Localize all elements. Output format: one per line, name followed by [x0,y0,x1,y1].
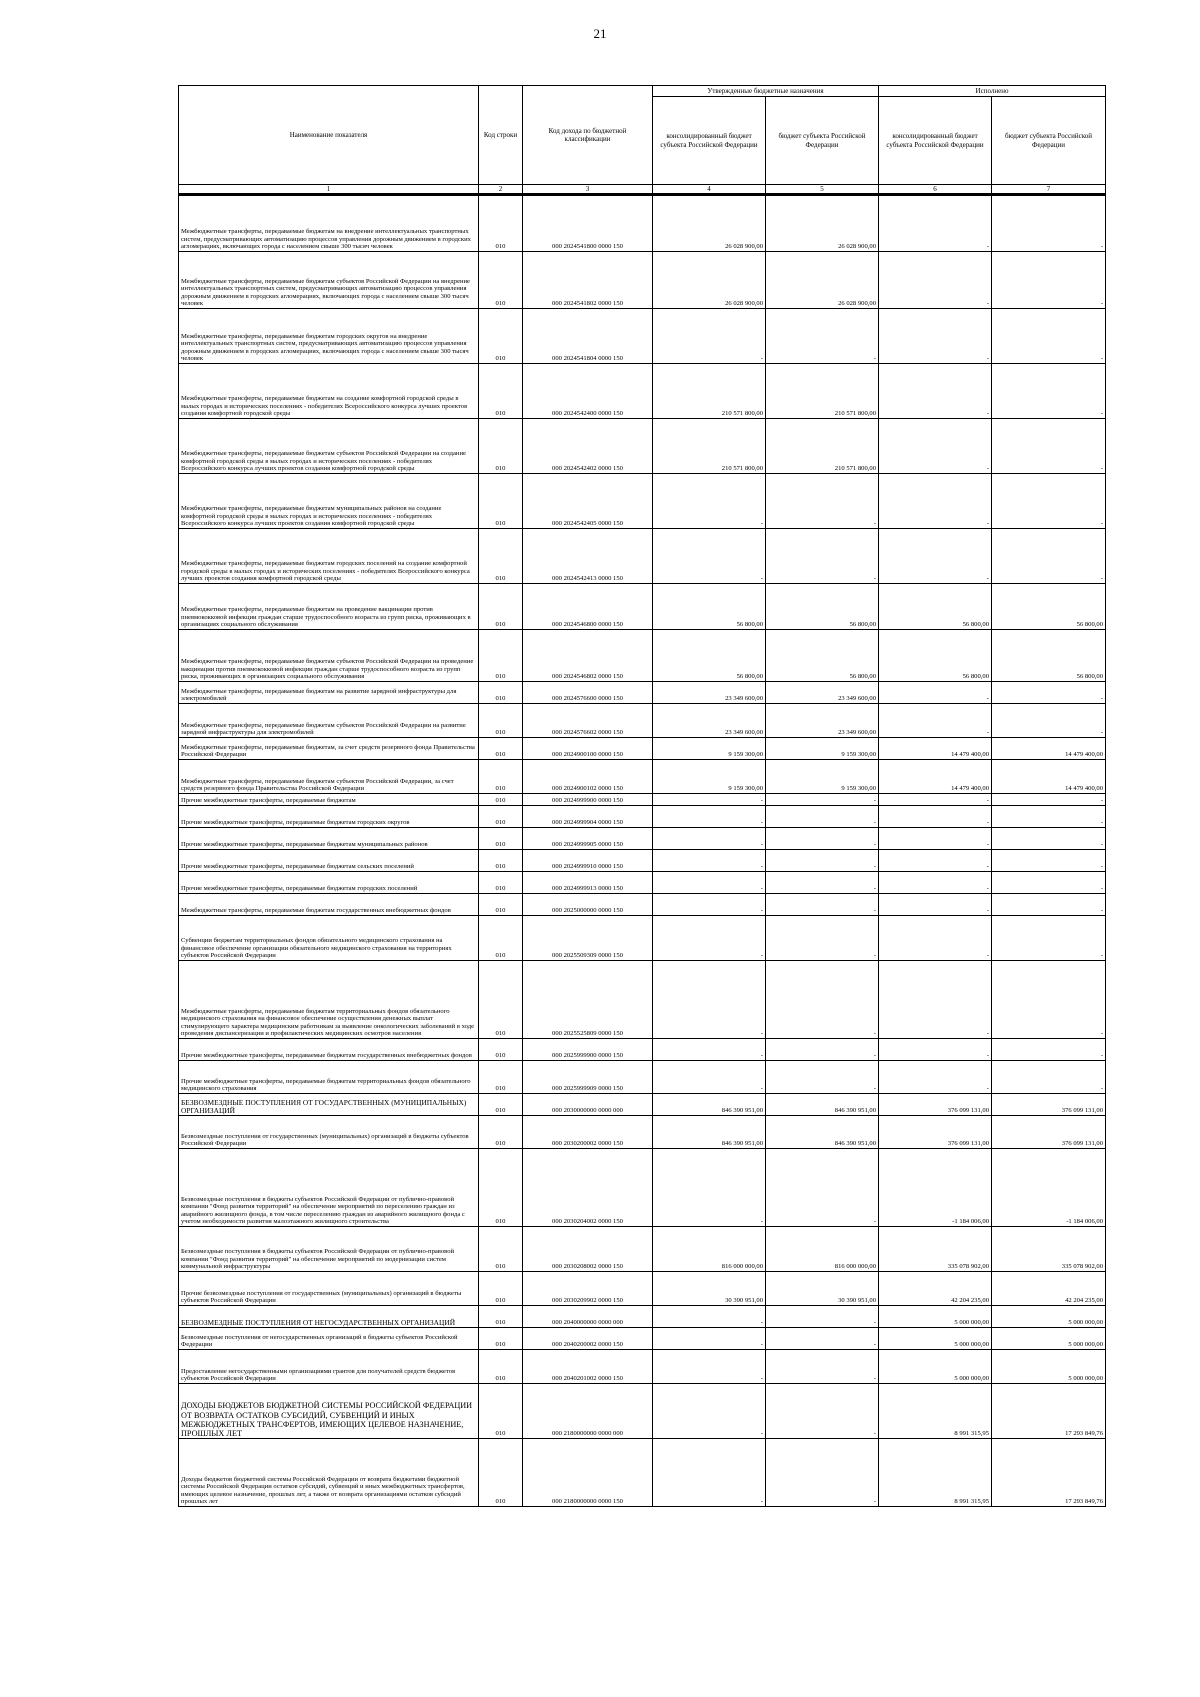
row-kbk: 000 2024541802 0000 150 [523,252,653,309]
approved-subject-value: - [766,1350,879,1384]
row-kbk: 000 2024541800 0000 150 [523,195,653,252]
row-name: Межбюджетные трансферты, передаваемые бюджетам субъектов Российской Федерации на проведение вакцинации против пневмококковой инфекции граждан старше трудоспособного возраста из групп риска, проживающих в организациях социального обслуживания [179,630,479,682]
row-line-code: 010 [479,1350,523,1384]
approved-subject-value: 30 390 951,00 [766,1272,879,1306]
approved-consolidated-value: - [653,850,766,872]
approved-consolidated-value: - [653,961,766,1039]
executed-subject-value: 5 000 000,00 [992,1328,1106,1350]
column-number-row [179,185,1106,195]
executed-subject-value: 14 479 400,00 [992,738,1106,760]
approved-subject-value: - [766,1384,879,1439]
executed-subject-value: 17 293 849,76 [992,1439,1106,1507]
table-row [179,364,1106,419]
table-row [179,738,1106,760]
row-name: Межбюджетные трансферты, передаваемые бюджетам муниципальных районов на создание комфортной городской среды в малых городах и исторических поселениях - победителях Всероссийского конкурса лучших проектов создания комфортной городской среды [179,474,479,529]
table-row [179,1328,1106,1350]
executed-subject-value: 42 204 235,00 [992,1272,1106,1306]
row-name: Прочие межбюджетные трансферты, передаваемые бюджетам сельских поселений [179,850,479,872]
column-number: 5 [766,185,879,195]
executed-consolidated-value: - [879,916,992,961]
approved-consolidated-value: - [653,529,766,584]
row-kbk: 000 2024541804 0000 150 [523,309,653,364]
approved-subject-value: - [766,1061,879,1094]
header-approved-consolidated: консолидированный бюджет субъекта Российской Федерации [653,97,766,185]
executed-consolidated-value: 5 000 000,00 [879,1306,992,1328]
table-row [179,1116,1106,1149]
executed-consolidated-value: 5 000 000,00 [879,1328,992,1350]
row-name: Межбюджетные трансферты, передаваемые бюджетам субъектов Российской Федерации на создание комфортной городской среды в малых городах и исторических поселениях - победителях Всероссийского конкурса лучших проектов создания комфортной городской среды [179,419,479,474]
approved-consolidated-value: - [653,1439,766,1507]
row-line-code: 010 [479,584,523,630]
row-name: Доходы бюджетов бюджетной системы Российской Федерации от возврата бюджетами бюджетной системы Российской Федерации остатков субсидий, субвенций и иных межбюджетных трансфертов, имеющих целевое назначение, прошлых лет, а также от возврата организациями остатков субсидий прошлых лет [179,1439,479,1507]
row-name: Межбюджетные трансферты, передаваемые бюджетам территориальных фондов обязательного медицинского страхования на финансовое обеспечение осуществления денежных выплат стимулирующего характера медицинским работникам за выявление онкологических заболеваний в ходе проведения диспансеризации и профилактических медицинских осмотров населения [179,961,479,1039]
header-kbk: Код дохода по бюджетной классификации [523,86,653,185]
approved-consolidated-value: - [653,1149,766,1227]
approved-subject-value: 210 571 800,00 [766,419,879,474]
row-name: Безвозмездные поступления от государственных (муниципальных) организаций в бюджеты субъектов Российской Федерации [179,1116,479,1149]
executed-consolidated-value: - [879,364,992,419]
table-row [179,309,1106,364]
table-row [179,419,1106,474]
executed-consolidated-value: 376 099 131,00 [879,1094,992,1116]
executed-subject-value: - [992,828,1106,850]
executed-subject-value: 56 800,00 [992,584,1106,630]
executed-subject-value: - [992,704,1106,738]
table-row [179,1272,1106,1306]
table-row [179,794,1106,806]
executed-subject-value: - [992,1061,1106,1094]
row-kbk: 000 2024999910 0000 150 [523,850,653,872]
row-name: Безвозмездные поступления от негосударственных организаций в бюджеты субъектов Российской Федерации [179,1328,479,1350]
table-row [179,252,1106,309]
executed-consolidated-value: - [879,806,992,828]
column-number: 6 [879,185,992,195]
executed-subject-value: - [992,961,1106,1039]
table-row [179,850,1106,872]
approved-subject-value: - [766,850,879,872]
executed-consolidated-value: - [879,828,992,850]
row-kbk: 000 2024900102 0000 150 [523,760,653,794]
approved-subject-value: - [766,916,879,961]
header-approved-group: Утвержденные бюджетные назначения [653,86,879,97]
approved-consolidated-value: - [653,894,766,916]
row-kbk: 000 2024999900 0000 150 [523,794,653,806]
approved-consolidated-value: 210 571 800,00 [653,419,766,474]
executed-consolidated-value: - [879,252,992,309]
executed-consolidated-value: - [879,682,992,704]
approved-subject-value: - [766,529,879,584]
row-line-code: 010 [479,1149,523,1227]
executed-consolidated-value: - [879,309,992,364]
row-kbk: 000 2024542402 0000 150 [523,419,653,474]
executed-consolidated-value: - [879,529,992,584]
executed-consolidated-value: 5 000 000,00 [879,1350,992,1384]
row-kbk: 000 2024900100 0000 150 [523,738,653,760]
row-line-code: 010 [479,894,523,916]
row-line-code: 010 [479,850,523,872]
row-kbk: 000 2180000000 0000 150 [523,1439,653,1507]
approved-consolidated-value: 9 159 300,00 [653,760,766,794]
approved-subject-value: - [766,794,879,806]
approved-subject-value: - [766,1039,879,1061]
header-line-code: Код строки [479,86,523,185]
executed-subject-value: -1 184 006,00 [992,1149,1106,1227]
row-name: Межбюджетные трансферты, передаваемые бюджетам городских округов на внедрение интеллектуальных транспортных систем, предусматривающих автоматизацию процессов управления дорожным движением в городских агломерациях, включающих города с населением свыше 300 тысяч человек [179,309,479,364]
executed-subject-value: - [992,474,1106,529]
row-kbk: 000 2040201002 0000 150 [523,1350,653,1384]
approved-consolidated-value: 30 390 951,00 [653,1272,766,1306]
executed-subject-value: 56 800,00 [992,630,1106,682]
approved-subject-value: - [766,961,879,1039]
row-name: Межбюджетные трансферты, передаваемые бюджетам субъектов Российской Федерации, за счет средств резервного фонда Правительства Российской Федерации [179,760,479,794]
row-name: Прочие межбюджетные трансферты, передаваемые бюджетам государственных внебюджетных фондов [179,1039,479,1061]
row-kbk: 000 2024542413 0000 150 [523,529,653,584]
executed-consolidated-value: - [879,872,992,894]
row-line-code: 010 [479,1272,523,1306]
executed-consolidated-value: - [879,704,992,738]
column-number: 7 [992,185,1106,195]
executed-subject-value: - [992,916,1106,961]
executed-consolidated-value: 14 479 400,00 [879,760,992,794]
table-row [179,704,1106,738]
approved-consolidated-value: 23 349 600,00 [653,682,766,704]
row-kbk: 000 2024576600 0000 150 [523,682,653,704]
approved-subject-value: 23 349 600,00 [766,682,879,704]
executed-consolidated-value: - [879,961,992,1039]
approved-consolidated-value: 846 390 951,00 [653,1116,766,1149]
row-kbk: 000 2024546802 0000 150 [523,630,653,682]
row-line-code: 010 [479,1227,523,1272]
row-line-code: 010 [479,806,523,828]
row-kbk: 000 2040000000 0000 000 [523,1306,653,1328]
row-line-code: 010 [479,872,523,894]
approved-subject-value: - [766,828,879,850]
executed-subject-value: - [992,364,1106,419]
row-kbk: 000 2180000000 0000 000 [523,1384,653,1439]
row-line-code: 010 [479,1439,523,1507]
row-name: Межбюджетные трансферты, передаваемые бюджетам городских поселений на создание комфортной городской среды в малых городах и исторических поселениях - победителях Всероссийского конкурса лучших проектов создания комфортной городской среды [179,529,479,584]
row-name: БЕЗВОЗМЕЗДНЫЕ ПОСТУПЛЕНИЯ ОТ ГОСУДАРСТВЕННЫХ (МУНИЦИПАЛЬНЫХ) ОРГАНИЗАЦИЙ [179,1094,479,1116]
header-name: Наименование показателя [179,86,479,185]
approved-consolidated-value: - [653,1350,766,1384]
row-name: Субвенции бюджетам территориальных фондов обязательного медицинского страхования на финансовое обеспечение организации обязательного медицинского страхования на территориях субъектов Российской Федерации [179,916,479,961]
row-line-code: 010 [479,1094,523,1116]
row-line-code: 010 [479,1328,523,1350]
executed-subject-value: - [992,682,1106,704]
approved-subject-value: 816 000 000,00 [766,1227,879,1272]
executed-consolidated-value: - [879,850,992,872]
budget-execution-table [178,85,1106,1507]
column-number: 1 [179,185,479,195]
table-row [179,630,1106,682]
table-row [179,474,1106,529]
row-kbk: 000 2024999904 0000 150 [523,806,653,828]
approved-consolidated-value: 26 028 900,00 [653,252,766,309]
row-line-code: 010 [479,760,523,794]
executed-consolidated-value: 56 800,00 [879,584,992,630]
approved-subject-value: 56 800,00 [766,584,879,630]
row-line-code: 010 [479,682,523,704]
approved-subject-value: 56 800,00 [766,630,879,682]
approved-subject-value: 9 159 300,00 [766,760,879,794]
approved-consolidated-value: - [653,1328,766,1350]
row-line-code: 010 [479,1116,523,1149]
row-name: Межбюджетные трансферты, передаваемые бюджетам, за счет средств резервного фонда Правительства Российской Федерации [179,738,479,760]
table-row [179,894,1106,916]
table-row [179,529,1106,584]
executed-consolidated-value: 8 991 315,95 [879,1384,992,1439]
executed-consolidated-value: 14 479 400,00 [879,738,992,760]
row-kbk: 000 2030209902 0000 150 [523,1272,653,1306]
row-name: Межбюджетные трансферты, передаваемые бюджетам на развитие зарядной инфраструктуры для электромобилей [179,682,479,704]
approved-consolidated-value: 846 390 951,00 [653,1094,766,1116]
approved-subject-value: 23 349 600,00 [766,704,879,738]
table-row [179,195,1106,252]
approved-consolidated-value: - [653,872,766,894]
approved-consolidated-value: - [653,1306,766,1328]
approved-subject-value: - [766,1306,879,1328]
approved-consolidated-value: - [653,1384,766,1439]
row-name: Прочие межбюджетные трансферты, передаваемые бюджетам [179,794,479,806]
executed-subject-value: - [992,252,1106,309]
row-name: Прочие межбюджетные трансферты, передаваемые бюджетам городских округов [179,806,479,828]
approved-consolidated-value: 210 571 800,00 [653,364,766,419]
table-row [179,1094,1106,1116]
executed-consolidated-value: 335 078 902,00 [879,1227,992,1272]
row-line-code: 010 [479,252,523,309]
row-name: Безвозмездные поступления в бюджеты субъектов Российской Федерации от публично-правовой компании "Фонд развития территорий" на обеспечение мероприятий по переселению граждан из аварийного жилищного фонда, в том числе переселению граждан из аварийного жилищного фонда с учетом необходимости развития малоэтажного жилищного строительства [179,1149,479,1227]
approved-consolidated-value: - [653,309,766,364]
approved-subject-value: - [766,872,879,894]
header-executed-consolidated: консолидированный бюджет субъекта Российской Федерации [879,97,992,185]
executed-subject-value: - [992,195,1106,252]
executed-consolidated-value: - [879,794,992,806]
approved-subject-value: 846 390 951,00 [766,1116,879,1149]
row-name: Межбюджетные трансферты, передаваемые бюджетам субъектов Российской Федерации на внедрение интеллектуальных транспортных систем, предусматривающих автоматизацию процессов управления дорожным движением в городских агломерациях, включающих города с населением свыше 300 тысяч человек [179,252,479,309]
table-row [179,1306,1106,1328]
row-kbk: 000 2030000000 0000 000 [523,1094,653,1116]
row-line-code: 010 [479,309,523,364]
row-name: Прочие межбюджетные трансферты, передаваемые бюджетам городских поселений [179,872,479,894]
row-line-code: 010 [479,419,523,474]
table-row [179,1439,1106,1507]
row-kbk: 000 2024999905 0000 150 [523,828,653,850]
table-row [179,961,1106,1039]
approved-consolidated-value: 23 349 600,00 [653,704,766,738]
table-row [179,584,1106,630]
row-kbk: 000 2030208002 0000 150 [523,1227,653,1272]
executed-consolidated-value: - [879,474,992,529]
approved-subject-value: - [766,1149,879,1227]
page-number: 21 [593,26,607,41]
row-kbk: 000 2024546800 0000 150 [523,584,653,630]
row-kbk: 000 2024542405 0000 150 [523,474,653,529]
executed-subject-value: - [992,872,1106,894]
row-name: Предоставление негосударственными организациями грантов для получателей средств бюджетов субъектов Российской Федерации [179,1350,479,1384]
executed-consolidated-value: 42 204 235,00 [879,1272,992,1306]
executed-subject-value: - [992,850,1106,872]
approved-consolidated-value: 26 028 900,00 [653,195,766,252]
row-line-code: 010 [479,1039,523,1061]
approved-consolidated-value: - [653,828,766,850]
row-line-code: 010 [479,916,523,961]
row-kbk: 000 2024542400 0000 150 [523,364,653,419]
executed-consolidated-value: - [879,195,992,252]
approved-consolidated-value: 816 000 000,00 [653,1227,766,1272]
row-name: Межбюджетные трансферты, передаваемые бюджетам на проведение вакцинации против пневмококковой инфекции граждан старше трудоспособного возраста из групп риска, проживающих в организациях социального обслуживания [179,584,479,630]
row-name: Межбюджетные трансферты, передаваемые бюджетам субъектов Российской Федерации на развитие зарядной инфраструктуры для электромобилей [179,704,479,738]
table-row [179,1350,1106,1384]
executed-subject-value: - [992,529,1106,584]
header-executed-group: Исполнено [879,86,1106,97]
executed-consolidated-value: 376 099 131,00 [879,1116,992,1149]
row-line-code: 010 [479,828,523,850]
row-line-code: 010 [479,474,523,529]
executed-subject-value: - [992,309,1106,364]
approved-subject-value: 846 390 951,00 [766,1094,879,1116]
column-number: 4 [653,185,766,195]
table-row [179,682,1106,704]
row-kbk: 000 2024576602 0000 150 [523,704,653,738]
executed-subject-value: 376 099 131,00 [992,1116,1106,1149]
row-kbk: 000 2025509309 0000 150 [523,916,653,961]
approved-subject-value: - [766,806,879,828]
executed-consolidated-value: -1 184 006,00 [879,1149,992,1227]
executed-consolidated-value: - [879,419,992,474]
table-row [179,1384,1106,1439]
approved-consolidated-value: - [653,794,766,806]
row-kbk: 000 2040200002 0000 150 [523,1328,653,1350]
table-row [179,916,1106,961]
approved-consolidated-value: 56 800,00 [653,584,766,630]
approved-subject-value: - [766,474,879,529]
approved-consolidated-value: - [653,916,766,961]
row-kbk: 000 2030200002 0000 150 [523,1116,653,1149]
row-line-code: 010 [479,1306,523,1328]
executed-subject-value: - [992,794,1106,806]
column-number: 3 [523,185,653,195]
approved-consolidated-value: 9 159 300,00 [653,738,766,760]
column-number: 2 [479,185,523,195]
approved-subject-value: - [766,309,879,364]
approved-subject-value: 26 028 900,00 [766,252,879,309]
executed-subject-value: 14 479 400,00 [992,760,1106,794]
executed-subject-value: 376 099 131,00 [992,1094,1106,1116]
row-kbk: 000 2025999909 0000 150 [523,1061,653,1094]
row-name: Прочие межбюджетные трансферты, передаваемые бюджетам муниципальных районов [179,828,479,850]
table-row [179,872,1106,894]
row-name: Прочие безвозмездные поступления от государственных (муниципальных) организаций в бюджеты субъектов Российской Федерации [179,1272,479,1306]
executed-subject-value: - [992,419,1106,474]
row-line-code: 010 [479,961,523,1039]
executed-subject-value: - [992,806,1106,828]
row-name: Безвозмездные поступления в бюджеты субъектов Российской Федерации от публично-правовой компании "Фонд развития территорий" на обеспечение мероприятий по модернизации систем коммунальной инфраструктуры [179,1227,479,1272]
row-line-code: 010 [479,364,523,419]
row-line-code: 010 [479,529,523,584]
approved-consolidated-value: 56 800,00 [653,630,766,682]
table-row [179,806,1106,828]
approved-consolidated-value: - [653,1039,766,1061]
executed-subject-value: 5 000 000,00 [992,1306,1106,1328]
row-line-code: 010 [479,630,523,682]
executed-consolidated-value: 56 800,00 [879,630,992,682]
header-approved-subject: бюджет субъекта Российской Федерации [766,97,879,185]
row-name: Межбюджетные трансферты, передаваемые бюджетам государственных внебюджетных фондов [179,894,479,916]
table-row [179,828,1106,850]
row-name: ДОХОДЫ БЮДЖЕТОВ БЮДЖЕТНОЙ СИСТЕМЫ РОССИЙСКОЙ ФЕДЕРАЦИИ ОТ ВОЗВРАТА ОСТАТКОВ СУБСИДИЙ, СУБВЕНЦИЙ И ИНЫХ МЕЖБЮДЖЕТНЫХ ТРАНСФЕРТОВ, ИМЕЮЩИХ ЦЕЛЕВОЕ НАЗНАЧЕНИЕ, ПРОШЛЫХ ЛЕТ [179,1384,479,1439]
table-row [179,1039,1106,1061]
approved-consolidated-value: - [653,806,766,828]
row-kbk: 000 2030204002 0000 150 [523,1149,653,1227]
row-line-code: 010 [479,704,523,738]
executed-consolidated-value: 8 991 315,95 [879,1439,992,1507]
approved-subject-value: 26 028 900,00 [766,195,879,252]
approved-consolidated-value: - [653,1061,766,1094]
approved-subject-value: 210 571 800,00 [766,364,879,419]
approved-subject-value: - [766,1328,879,1350]
table-row [179,1149,1106,1227]
row-name: БЕЗВОЗМЕЗДНЫЕ ПОСТУПЛЕНИЯ ОТ НЕГОСУДАРСТВЕННЫХ ОРГАНИЗАЦИЙ [179,1306,479,1328]
executed-subject-value: 17 293 849,76 [992,1384,1106,1439]
row-name: Межбюджетные трансферты, передаваемые бюджетам на создание комфортной городской среды в малых городах и исторических поселениях - победителях Всероссийского конкурса лучших проектов создания комфортной городской среды [179,364,479,419]
executed-subject-value: 5 000 000,00 [992,1350,1106,1384]
header-executed-subject: бюджет субъекта Российской Федерации [992,97,1106,185]
executed-consolidated-value: - [879,1061,992,1094]
executed-subject-value: - [992,1039,1106,1061]
row-line-code: 010 [479,738,523,760]
executed-subject-value: 335 078 902,00 [992,1227,1106,1272]
approved-subject-value: 9 159 300,00 [766,738,879,760]
row-line-code: 010 [479,1384,523,1439]
row-kbk: 000 2024999913 0000 150 [523,872,653,894]
row-kbk: 000 2025999900 0000 150 [523,1039,653,1061]
executed-consolidated-value: - [879,894,992,916]
executed-subject-value: - [992,894,1106,916]
executed-consolidated-value: - [879,1039,992,1061]
row-kbk: 000 2025000000 0000 150 [523,894,653,916]
approved-subject-value: - [766,894,879,916]
row-line-code: 010 [479,195,523,252]
row-line-code: 010 [479,1061,523,1094]
row-name: Прочие межбюджетные трансферты, передаваемые бюджетам территориальных фондов обязательного медицинского страхования [179,1061,479,1094]
row-line-code: 010 [479,794,523,806]
table-row [179,760,1106,794]
row-name: Межбюджетные трансферты, передаваемые бюджетам на внедрение интеллектуальных транспортных систем, предусматривающих автоматизацию процессов управления дорожным движением в городских агломерациях, включающих города с населением свыше 300 тысяч человек [179,195,479,252]
row-kbk: 000 2025525809 0000 150 [523,961,653,1039]
approved-consolidated-value: - [653,474,766,529]
table-row [179,1061,1106,1094]
table-row [179,1227,1106,1272]
approved-subject-value: - [766,1439,879,1507]
